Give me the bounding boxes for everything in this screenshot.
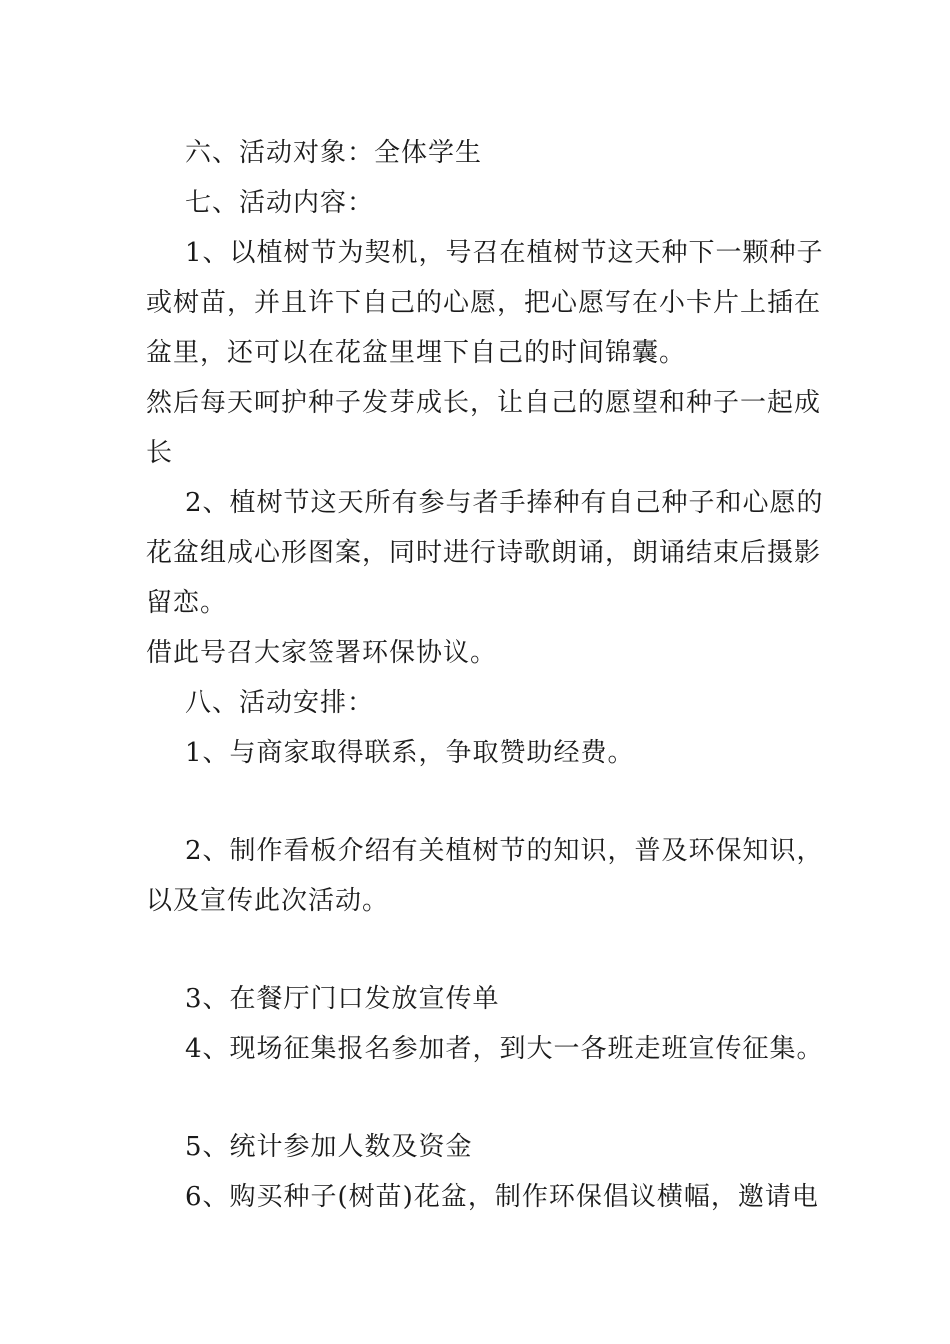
content-item-2-line-2: 花盆组成心形图案，同时进行诗歌朗诵，朗诵结束后摄影 (146, 538, 822, 568)
section-heading-participants: 六、活动对象：全体学生 (185, 138, 483, 168)
content-item-1-line-5: 长 (146, 438, 174, 468)
content-item-2-line-3: 留恋。 (146, 588, 228, 618)
section-heading-arrangement: 八、活动安排： (185, 688, 375, 718)
arrangement-item-2-line-1: 2、制作看板介绍有关植树节的知识，普及环保知识， (185, 836, 824, 866)
content-item-2-line-1: 2、植树节这天所有参与者手捧种有自己种子和心愿的 (185, 488, 824, 518)
arrangement-item-4: 4、现场征集报名参加者，到大一各班走班宣传征集。 (185, 1034, 824, 1064)
section-heading-content: 七、活动内容： (185, 188, 375, 218)
arrangement-item-3: 3、在餐厅门口发放宣传单 (185, 984, 500, 1014)
content-item-2-line-4: 借此号召大家签署环保协议。 (146, 638, 498, 668)
content-item-1-line-4: 然后每天呵护种子发芽成长，让自己的愿望和种子一起成 (146, 388, 822, 418)
arrangement-item-6: 6、购买种子(树苗)花盆，制作环保倡议横幅，邀请电 (185, 1182, 819, 1212)
arrangement-item-5: 5、统计参加人数及资金 (185, 1132, 473, 1162)
arrangement-item-1: 1、与商家取得联系，争取赞助经费。 (185, 738, 635, 768)
arrangement-item-2-line-2: 以及宣传此次活动。 (146, 886, 390, 916)
content-item-1-line-1: 1、以植树节为契机，号召在植树节这天种下一颗种子 (185, 238, 824, 268)
content-item-1-line-2: 或树苗，并且许下自己的心愿，把心愿写在小卡片上插在 (146, 288, 822, 318)
content-item-1-line-3: 盆里，还可以在花盆里埋下自己的时间锦囊。 (146, 338, 687, 368)
